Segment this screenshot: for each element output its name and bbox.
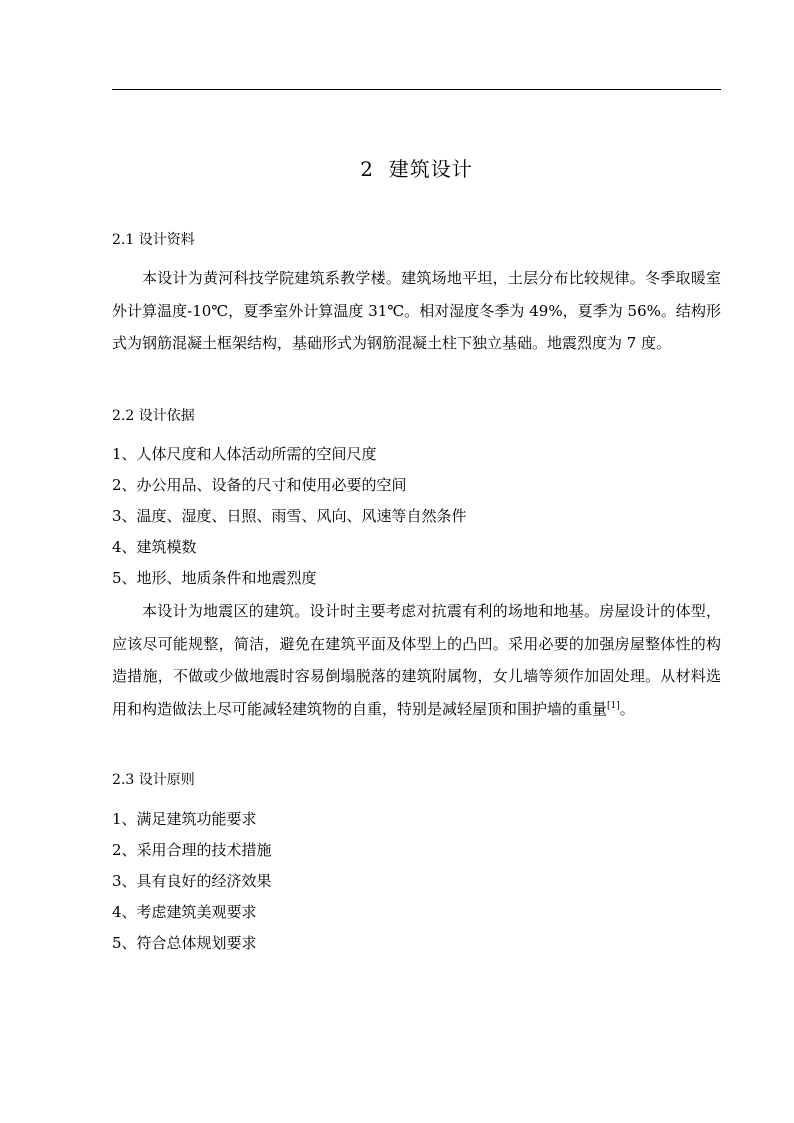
paragraph-end: 。 xyxy=(619,699,635,718)
section-heading-2-3: 2.3 设计原则 xyxy=(112,772,195,788)
list-item: 4、建筑模数 xyxy=(112,538,197,556)
list-item: 5、地形、地质条件和地震烈度 xyxy=(112,569,317,587)
header-rule xyxy=(112,89,721,90)
list-item: 5、符合总体规划要求 xyxy=(112,934,257,952)
section-2-2-list xyxy=(112,439,467,594)
list-item: 3、温度、湿度、日照、雨雪、风向、风速等自然条件 xyxy=(112,507,467,525)
section-2-2-paragraph xyxy=(112,595,721,725)
chapter-title: 2 建筑设计 xyxy=(360,157,473,181)
list-item: 3、具有良好的经济效果 xyxy=(112,872,272,890)
list-item: 4、考虑建筑美观要求 xyxy=(112,903,257,921)
paragraph-text: 本设计为地震区的建筑。设计时主要考虑对抗震有利的场地和地基。房屋设计的体型，应该尽可能规整，简洁，避免在建筑平面及体型上的凸凹。采用必要的加强房屋整体性的构造措施，不做或少做地震时容易倒塌脱落的建筑附属物，女儿墙等须作加固处理。从材料选用和构造做法上尽可能减轻建筑物的自重，特别是减轻屋顶和围护墙的重量 xyxy=(112,602,721,718)
list-item: 1、人体尺度和人体活动所需的空间尺度 xyxy=(112,445,377,463)
list-item: 2、办公用品、设备的尺寸和使用必要的空间 xyxy=(112,476,407,494)
list-item: 2、采用合理的技术措施 xyxy=(112,841,272,859)
list-item: 1、满足建筑功能要求 xyxy=(112,810,257,828)
section-heading-2-2: 2.2 设计依据 xyxy=(112,408,195,424)
section-2-3-list xyxy=(112,804,272,959)
section-2-1-paragraph: 本设计为黄河科技学院建筑系教学楼。建筑场地平坦，土层分布比较规律。冬季取暖室外计算温度-10℃，夏季室外计算温度 31℃。相对湿度冬季为 49%，夏季为 56%。结构形式为钢筋混凝土框架结构，基础形式为钢筋混凝土柱下独立基础。地震烈度为 7 度。 xyxy=(112,269,721,352)
section-heading-2-1: 2.1 设计资料 xyxy=(112,232,195,248)
citation-ref: [1] xyxy=(607,700,620,711)
